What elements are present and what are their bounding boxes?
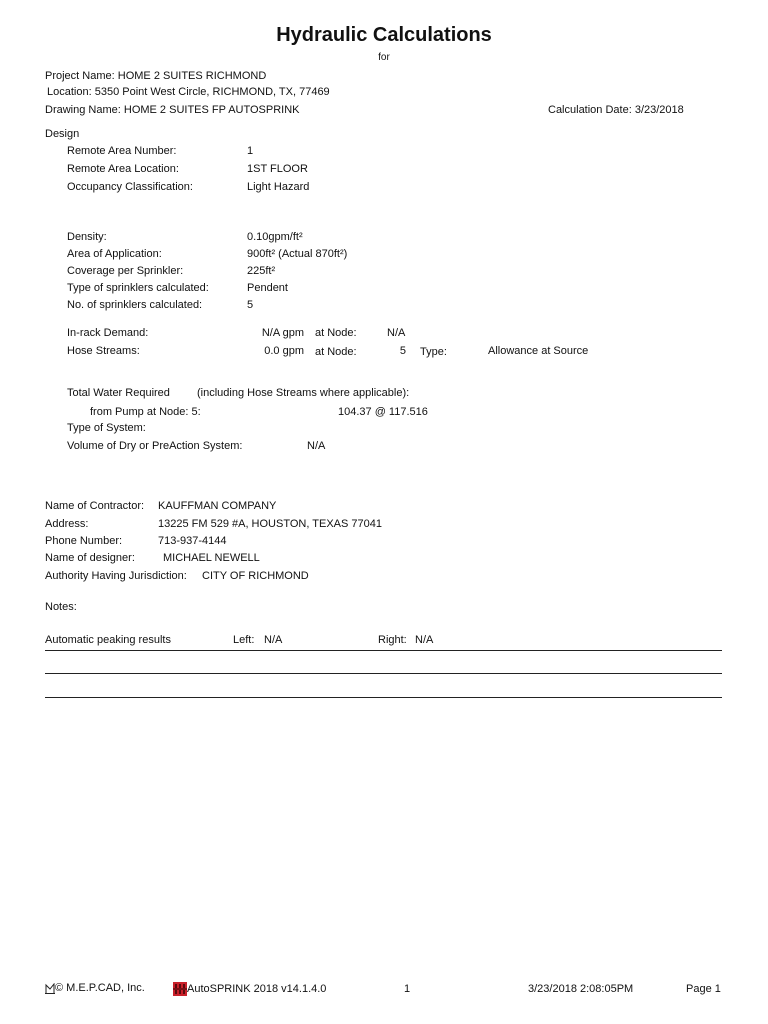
- address-label: Address:: [45, 518, 89, 530]
- design-label: Remote Area Number:: [67, 145, 177, 157]
- hose-node-label: at Node:: [315, 346, 357, 358]
- total-water-label: Total Water Required: [67, 387, 170, 399]
- designer-label: Name of designer:: [45, 552, 135, 564]
- footer-company: [45, 982, 145, 994]
- notes-label: Notes:: [45, 601, 77, 613]
- design-value: 225ft²: [247, 265, 276, 277]
- drawing-name-value: HOME 2 SUITES FP AUTOSPRINK: [123, 104, 300, 116]
- hose-streams-label: Hose Streams:: [67, 345, 140, 357]
- drawing-name-row: [45, 104, 300, 116]
- designer-value: MICHAEL NEWELL: [163, 552, 260, 564]
- project-name-value: HOME 2 SUITES RICHMOND: [117, 70, 267, 82]
- footer-number: 1: [404, 983, 411, 995]
- hose-streams-value: 0.0 gpm: [264, 345, 304, 357]
- design-value: Light Hazard: [247, 181, 310, 193]
- contractor-name-label: Name of Contractor:: [45, 500, 145, 512]
- notes-divider: [45, 697, 722, 698]
- design-label: Occupancy Classification:: [67, 181, 193, 193]
- phone-label: Phone Number:: [45, 535, 123, 547]
- ahj-value: CITY OF RICHMOND: [202, 570, 309, 582]
- design-label: Remote Area Location:: [67, 163, 179, 175]
- phone-value: 713-937-4144: [158, 535, 227, 547]
- subtitle: for: [378, 52, 390, 63]
- drawing-name-label: Drawing Name:: [45, 104, 121, 116]
- design-label: Area of Application:: [67, 248, 162, 260]
- address-value: 13225 FM 529 #A, HOUSTON, TEXAS 77041: [158, 518, 382, 530]
- autosprink-logo-icon: [173, 982, 187, 996]
- design-value: 0.10gpm/ft²: [247, 231, 303, 243]
- dry-volume-label: Volume of Dry or PreAction System:: [67, 440, 243, 452]
- calculation-date-value: 3/23/2018: [634, 104, 684, 116]
- design-label: Type of sprinklers calculated:: [67, 282, 209, 294]
- inrack-node-label: at Node:: [315, 327, 357, 339]
- design-value: 1: [247, 145, 254, 157]
- calculation-date-row: [548, 104, 684, 116]
- footer-software: [173, 982, 326, 996]
- footer-company-text: © M.E.P.CAD, Inc.: [55, 982, 145, 994]
- mepcad-logo-icon: [45, 983, 55, 994]
- project-name-row: [45, 70, 266, 82]
- design-heading: Design: [45, 128, 80, 140]
- design-value: 5: [247, 299, 254, 311]
- peaking-results-label: Automatic peaking results: [45, 634, 171, 646]
- peaking-left-value: N/A: [264, 634, 283, 646]
- hose-type-value: Allowance at Source: [488, 345, 589, 357]
- peaking-right-label: Right:: [378, 634, 407, 646]
- page-title: Hydraulic Calculations: [276, 24, 492, 46]
- design-label: No. of sprinklers calculated:: [67, 299, 203, 311]
- hose-node-value: 5: [399, 345, 406, 357]
- hose-type-label: Type:: [420, 346, 447, 358]
- dry-volume-value: N/A: [307, 440, 326, 452]
- total-water-note: (including Hose Streams where applicable):: [197, 387, 410, 399]
- pump-node-label: from Pump at Node: 5:: [90, 406, 201, 418]
- design-label: Density:: [67, 231, 107, 243]
- location-label: Location:: [47, 86, 92, 98]
- design-value: Pendent: [247, 282, 288, 294]
- page-number: Page 1: [686, 983, 721, 995]
- design-value: 900ft² (Actual 870ft²): [247, 248, 348, 260]
- location-row: [47, 86, 330, 98]
- inrack-demand-value: N/A gpm: [261, 327, 304, 339]
- notes-divider: [45, 673, 722, 674]
- notes-divider: [45, 650, 722, 651]
- design-label: Coverage per Sprinkler:: [67, 265, 184, 277]
- location-value: 5350 Point West Circle, RICHMOND, TX, 77469: [94, 86, 330, 98]
- contractor-name-value: KAUFFMAN COMPANY: [158, 500, 277, 512]
- footer-software-text: AutoSPRINK 2018 v14.1.4.0: [187, 982, 327, 995]
- project-name-label: Project Name:: [45, 70, 115, 82]
- ahj-label: Authority Having Jurisdiction:: [45, 570, 187, 582]
- inrack-demand-label: In-rack Demand:: [67, 327, 149, 339]
- peaking-left-label: Left:: [233, 634, 255, 646]
- peaking-right-value: N/A: [415, 634, 434, 646]
- inrack-node-value: N/A: [387, 327, 406, 339]
- pump-node-value: 104.37 @ 117.516: [338, 406, 428, 418]
- footer-datetime: 3/23/2018 2:08:05PM: [528, 983, 634, 995]
- design-value: 1ST FLOOR: [247, 163, 308, 175]
- calculation-date-label: Calculation Date:: [548, 104, 632, 116]
- system-type-label: Type of System:: [67, 422, 146, 434]
